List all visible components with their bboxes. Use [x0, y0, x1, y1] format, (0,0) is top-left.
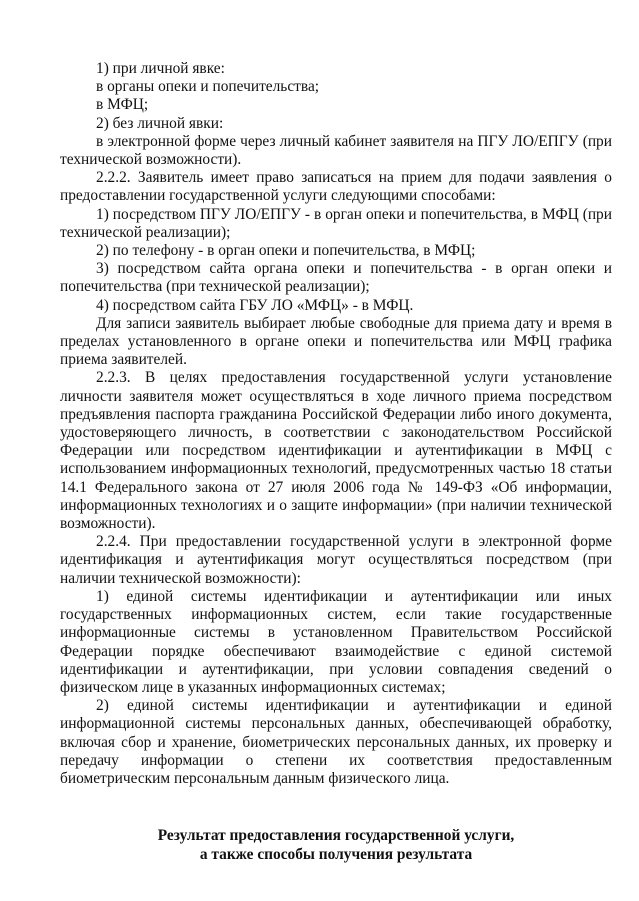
list-item-pgu: 1) посредством ПГУ ЛО/ЕПГУ - в орган опеки и попечительства, в МФЦ (при технической реализации);	[60, 205, 612, 241]
list-item-in-person: 1) при личной явке:	[96, 60, 225, 77]
list-item-biometrics: 2) единой системы идентификации и аутентификации и единой информационной системы персональных данных, обеспечивающей обработку, включая сбор и хранение, биометрических персональных данных, их проверку и передачу информации о степени их соответствия предоставленным биометрическим персональным данным физического лица.	[60, 697, 612, 787]
paragraph-electronic-form: в электронной форме через личный кабинет заявителя на ПГУ ЛО/ЕПГУ (при технической возможности).	[60, 132, 612, 169]
paragraph-2-2-3: 2.2.3. В целях предоставления государственной услуги установление личности заявителя может осуществляться в ходе личного приема посредством предъявления паспорта гражданина Российской Федерации либо иного документа, удостоверяющего личность, в соответствии с законодательством Российской Федерации или посредством идентификации и аутентификации в МФЦ с использованием информационных технологий, предусмотренных частью 18 статьи 14.1 Федерального закона от 27 июля 2006 года № 149-ФЗ «Об информации, информационных технологиях и о защите информации» (при наличии технической возможности).	[60, 369, 612, 533]
list-item-phone: 2) по телефону - в орган опеки и попечительства, в МФЦ;	[96, 242, 476, 260]
list-item-esia: 1) единой системы идентификации и аутентификации или иных государственных информационных систем, если такие государственные информационные системы в установленном Правительством Российской Федерации порядке обеспечивают взаимодействие с единой системой идентификации и аутентификации, при условии совпадения сведений о физическом лице в указанных информационных системах;	[60, 587, 612, 696]
list-item-remote: 2) без личной явки:	[96, 114, 224, 132]
section-heading-line-1: Результат предоставления государственной услуги,	[157, 827, 515, 845]
paragraph-2-2-4: 2.2.4. При предоставлении государственной услуги в электронной форме идентификация и аутентификация могут осуществляться посредством (при наличии технической возможности):	[60, 533, 612, 587]
document-body	[60, 60, 612, 864]
list-item-site-mfc: 4) посредством сайта ГБУ ЛО «МФЦ» - в МФЦ.	[96, 296, 414, 314]
paragraph-2-2-2: 2.2.2. Заявитель имеет право записаться на прием для подачи заявления о предоставлении государственной услуги следующими способами:	[60, 169, 612, 205]
section-heading	[60, 826, 612, 864]
section-heading-line-2: а также способы получения результата	[199, 846, 473, 864]
list-item-mfc: в МФЦ;	[96, 96, 149, 114]
paragraph-appointment: Для записи заявитель выбирает любые свободные для приема дату и время в пределах установленного в органе опеки и попечительства или МФЦ графика приема заявителей.	[60, 314, 612, 369]
list-item-guardianship: в органы опеки и попечительства;	[96, 78, 320, 96]
list-item-site-guardianship: 3) посредством сайта органа опеки и попечительства - в орган опеки и попечительства (при технической реализации);	[60, 260, 612, 296]
